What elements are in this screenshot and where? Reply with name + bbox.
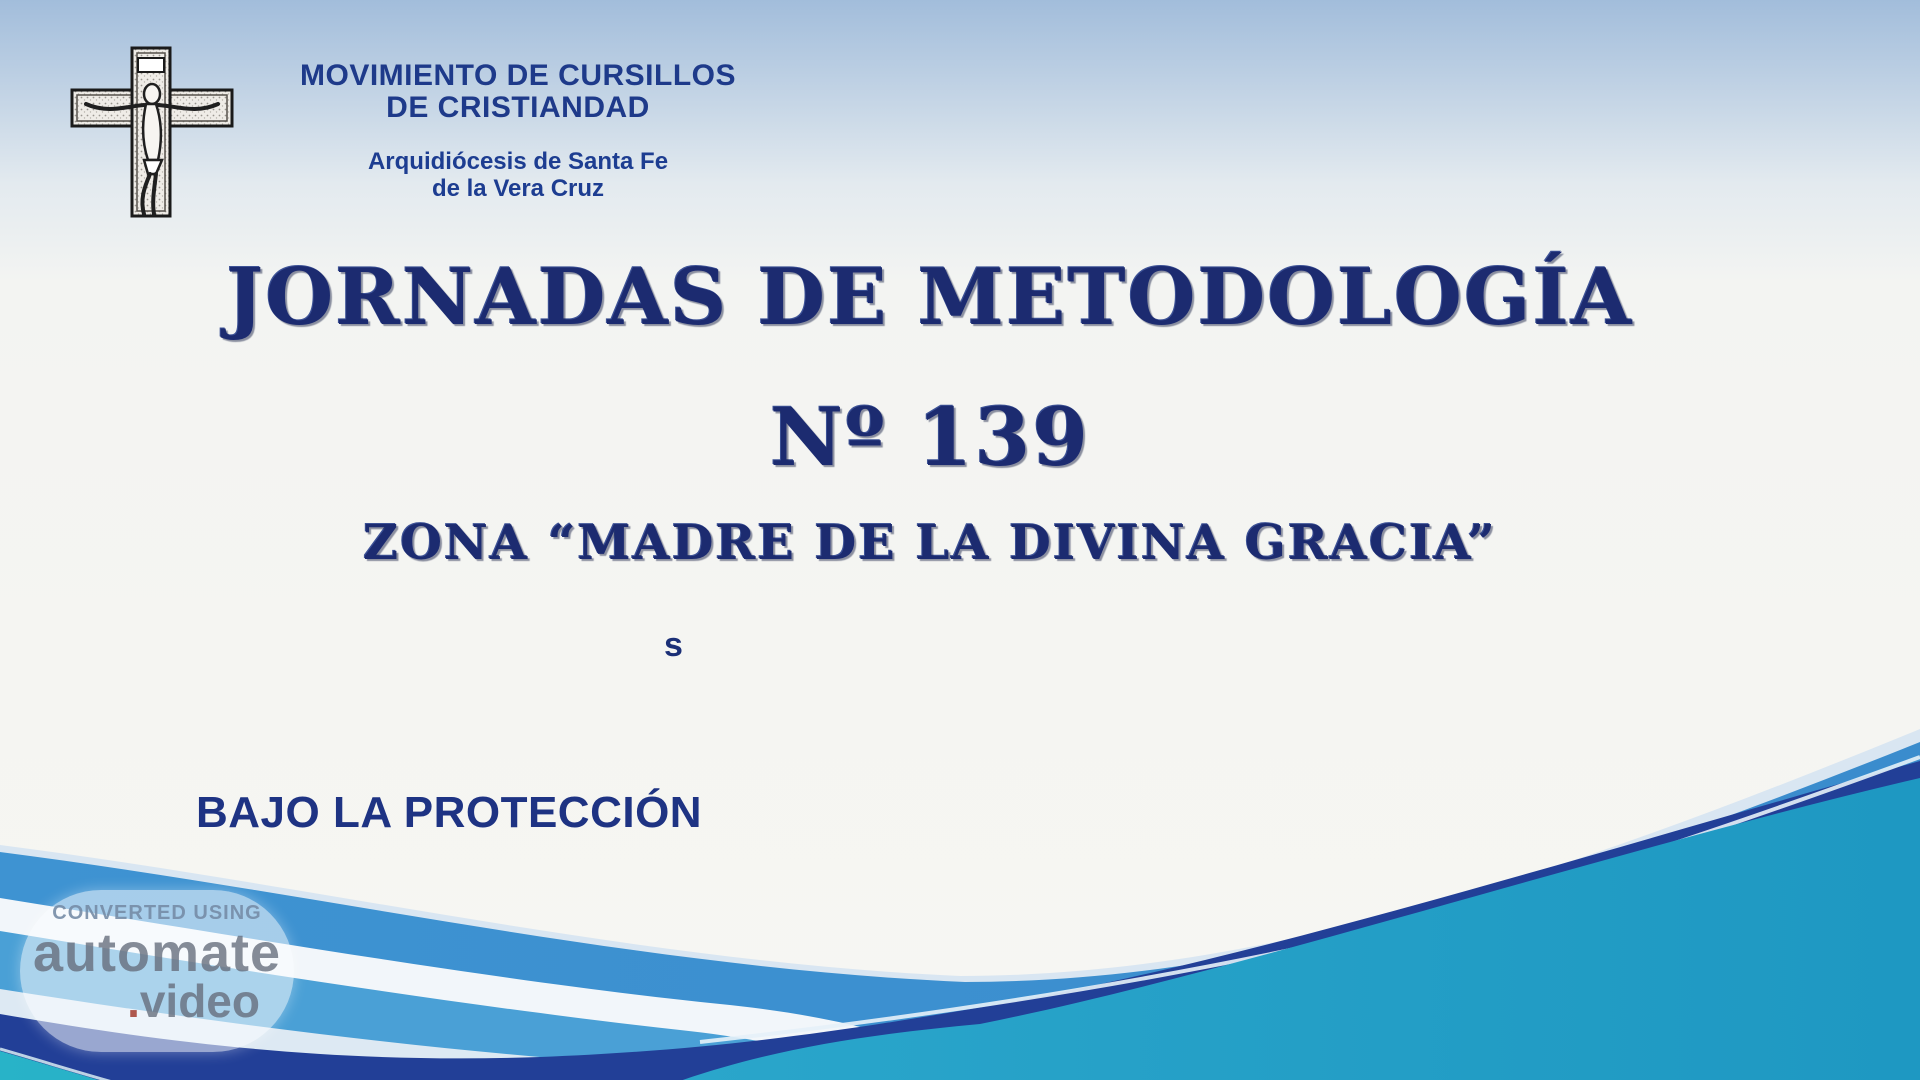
- watermark-brand: automate: [32, 923, 282, 983]
- org-spacer: [258, 124, 778, 148]
- watermark-domain: [20, 977, 294, 1025]
- watermark-badge: [20, 890, 294, 1052]
- slide-footer-text: BAJO LA PROTECCIÓN: [196, 788, 703, 837]
- crucifix-icon: [68, 42, 236, 222]
- org-diocese-line1: Arquidiócesis de Santa Fe: [367, 148, 669, 175]
- watermark-domain-word: video: [139, 975, 260, 1027]
- watermark-converted-label: CONVERTED USING: [52, 902, 262, 924]
- org-name-line2: DE CRISTIANDAD: [386, 91, 650, 124]
- wave-decoration: [0, 650, 1920, 1080]
- slide-title-line1: JORNADAS DE METODOLOGÍA: [226, 252, 1634, 343]
- org-diocese-line2: de la Vera Cruz: [431, 175, 605, 202]
- slide-subtitle: ZONA “MADRE DE LA DIVINA GRACIA”: [363, 515, 1497, 571]
- watermark-dot: .: [127, 975, 140, 1027]
- slide-title-line2: Nº 139: [770, 390, 1090, 484]
- org-name-line1: MOVIMIENTO DE CURSILLOS: [300, 59, 736, 92]
- stray-text: s: [664, 626, 683, 664]
- org-header: [258, 60, 778, 202]
